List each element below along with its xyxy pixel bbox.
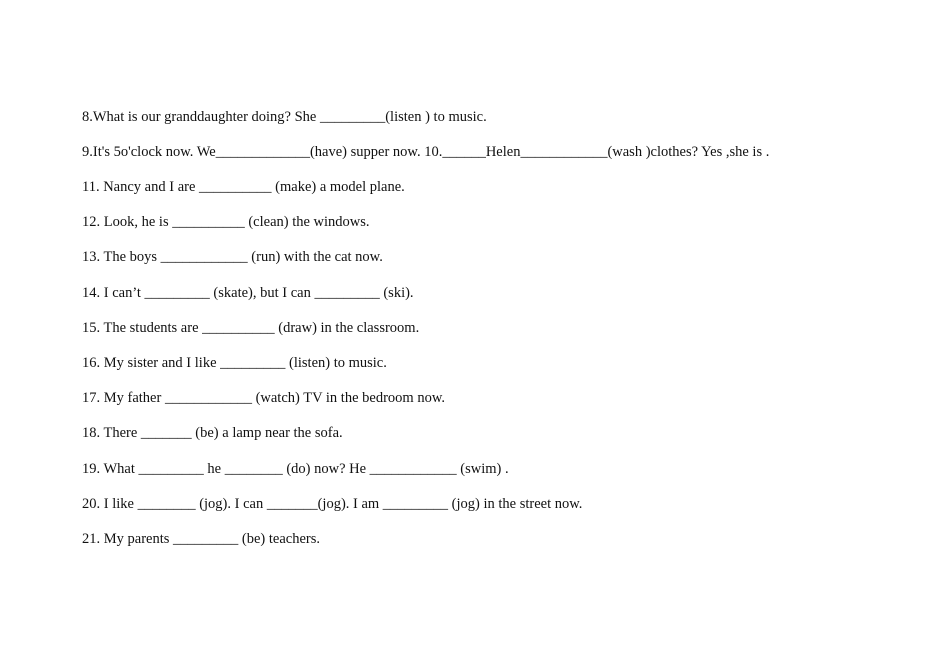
question-9-10: 9.It's 5o'clock now. We_____________(have) supper now. 10.______Helen____________(wash )clothes? Yes ,she is . (82, 144, 770, 160)
question-14: 14. I can’t _________ (skate), but I can _________ (ski). (82, 285, 414, 301)
question-18: 18. There _______ (be) a lamp near the sofa. (82, 425, 343, 441)
question-11: 11. Nancy and I are __________ (make) a model plane. (82, 179, 405, 195)
question-8: 8.What is our granddaughter doing? She _________(listen ) to music. (82, 109, 487, 125)
question-17: 17. My father ____________ (watch) TV in the bedroom now. (82, 390, 445, 406)
question-21: 21. My parents _________ (be) teachers. (82, 531, 320, 547)
question-16: 16. My sister and I like _________ (listen) to music. (82, 355, 387, 371)
question-15: 15. The students are __________ (draw) in the classroom. (82, 320, 420, 336)
question-19: 19. What _________ he ________ (do) now? He ____________ (swim) . (82, 461, 509, 477)
question-12: 12. Look, he is __________ (clean) the windows. (82, 214, 370, 230)
question-20: 20. I like ________ (jog). I can _______(jog). I am _________ (jog) in the street now. (82, 496, 583, 512)
question-13: 13. The boys ____________ (run) with the cat now. (82, 249, 383, 265)
